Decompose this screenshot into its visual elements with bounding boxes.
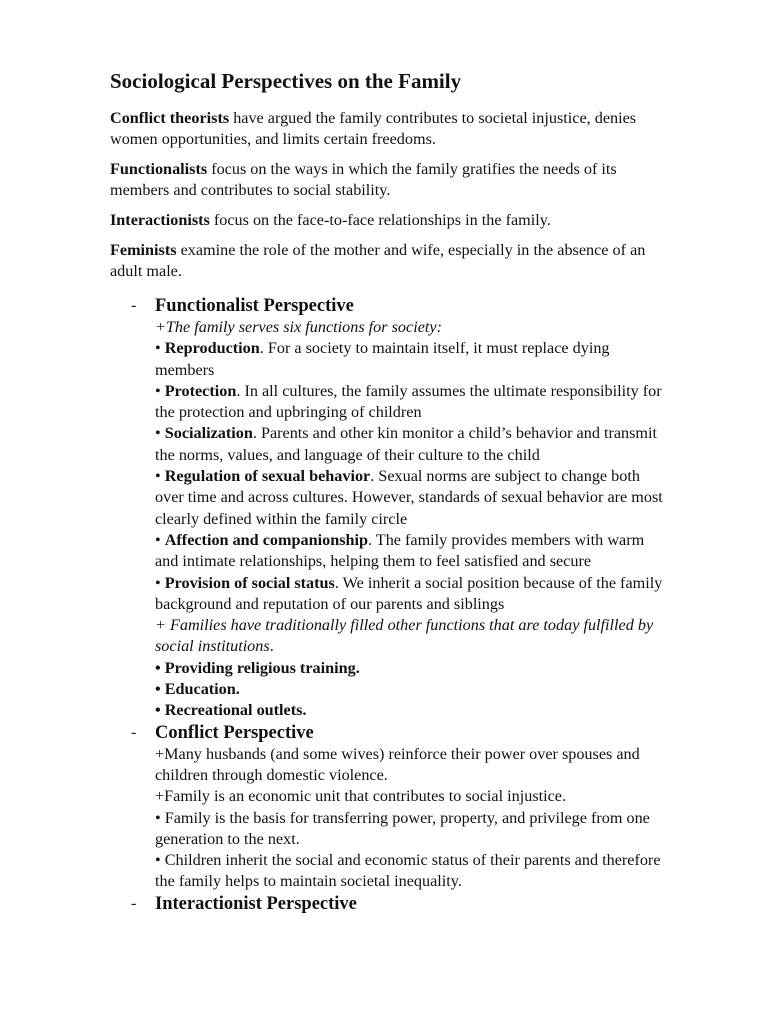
section-heading: Interactionist Perspective (155, 893, 357, 914)
conflict-line: +Many husbands (and some wives) reinforce their power over spouses and children through domestic violence. (155, 744, 640, 784)
other-function-item: • Providing religious training. (155, 658, 360, 677)
intro-feminists (110, 240, 670, 282)
conflict-line: • Family is the basis for transferring power, property, and privilege from one generation to the next. (155, 808, 650, 848)
page-title: Sociological Perspectives on the Family (110, 69, 462, 93)
function-term: Protection (164, 381, 237, 400)
function-text: . The family provides members with warm and intimate relationships, helping them to feel satisfied and secure (155, 530, 645, 571)
function-term: Socialization (164, 424, 253, 443)
function-term: Reproduction (164, 339, 260, 358)
function-item (155, 530, 670, 573)
other-functions-period: . (269, 637, 274, 656)
intro-conflict-theorists (110, 108, 670, 150)
function-text: . Parents and other kin monitor a child’s behavior and transmit the norms, values, and language of their culture to the child (155, 424, 658, 464)
function-text: . Sexual norms are subject to change both over time and across cultures. However, standards of sexual behavior are most clearly defined within the family circle (155, 467, 663, 528)
function-item (155, 423, 670, 466)
bullet: • (155, 381, 165, 400)
list-dash: - (131, 723, 137, 741)
section-functionalist (109, 295, 670, 722)
intro-functionalists (110, 159, 670, 201)
list-dash: - (131, 894, 137, 912)
intro-term: Feminists (110, 241, 177, 259)
intro-text: have argued the family contributes to societal injustice, denies women opportunities, and limits certain freedoms. (110, 109, 637, 148)
bullet: • (155, 530, 165, 549)
section-heading: Functionalist Perspective (155, 296, 354, 316)
function-text: . For a society to maintain itself, it must replace dying members (155, 339, 610, 379)
bullet: • (155, 467, 165, 486)
list-dash: - (131, 297, 137, 314)
intro-text: examine the role of the mother and wife, especially in the absence of an adult male. (110, 241, 646, 280)
function-term: Regulation of sexual behavior (164, 467, 371, 486)
intro-interactionists (110, 210, 670, 231)
intro-term: Functionalists (110, 160, 208, 178)
document-page (110, 68, 670, 915)
bullet: • (155, 424, 165, 443)
function-item (155, 466, 670, 530)
intro-text: focus on the ways in which the family gratifies the needs of its members and contributes to social stability. (110, 160, 617, 199)
conflict-line: • Children inherit the social and economic status of their parents and therefore the family helps to maintain societal inequality. (155, 851, 661, 891)
section-intro: +The family serves six functions for society: (155, 318, 442, 336)
other-function-item: • Education. (155, 680, 240, 699)
bullet: • (155, 573, 165, 592)
other-function-item: • Recreational outlets. (155, 701, 307, 720)
other-functions-italic: + Families have traditionally filled other functions that are today fulfilled by social institutions (155, 616, 654, 656)
function-item (155, 573, 670, 616)
other-functions-note (155, 615, 670, 658)
intro-text: focus on the face-to-face relationships in the family. (209, 211, 551, 229)
bullet: • (155, 339, 165, 358)
intro-term: Conflict theorists (110, 109, 230, 127)
section-heading: Conflict Perspective (155, 722, 314, 743)
function-text: . In all cultures, the family assumes the ultimate responsibility for the protection and upbringing of children (155, 381, 662, 422)
function-item (155, 381, 670, 424)
function-item (155, 338, 670, 381)
function-term: Provision of social status (164, 573, 335, 592)
conflict-line: +Family is an economic unit that contributes to social injustice. (155, 787, 567, 806)
intro-term: Interactionists (110, 211, 210, 229)
function-term: Affection and companionship (164, 530, 368, 549)
section-interactionist (109, 893, 670, 915)
function-text: . We inherit a social position because of the family background and reputation of our parents and siblings (155, 573, 663, 613)
section-conflict (109, 722, 670, 893)
